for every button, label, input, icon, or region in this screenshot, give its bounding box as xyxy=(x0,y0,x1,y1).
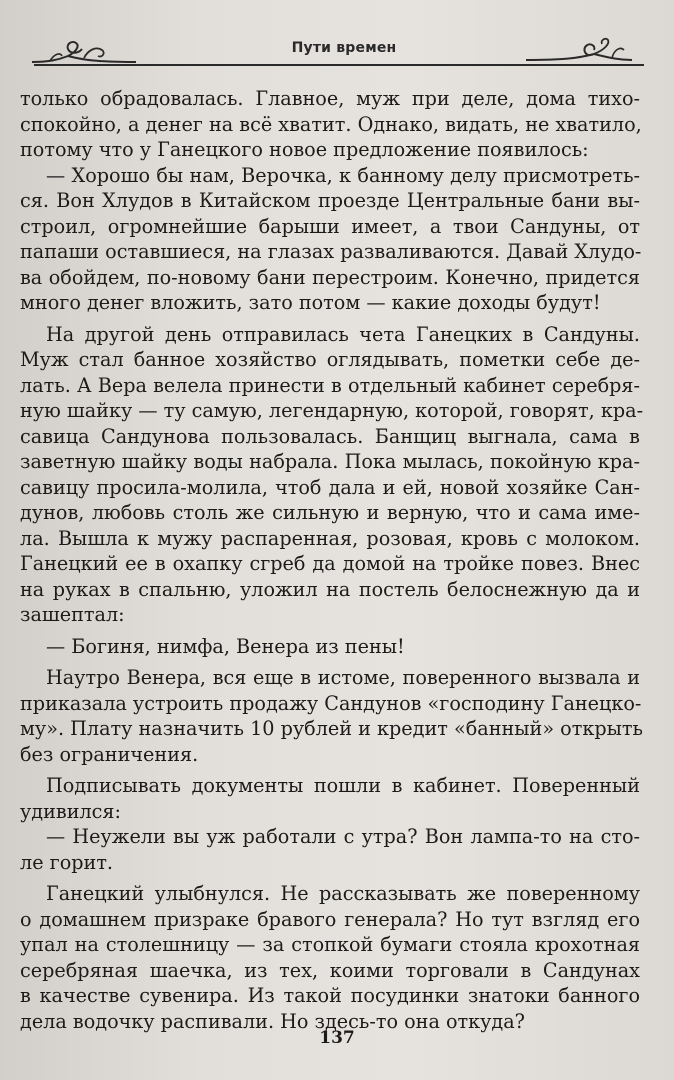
text-line: заветную шайку воды набрала. Пока мылась, покойную кра- xyxy=(20,450,640,473)
text-line: ле горит. xyxy=(20,850,114,874)
text-line: — Хорошо бы нам, Верочка, к банному делу присмотреть- xyxy=(46,163,640,187)
text-line: много денег вложить, зато потом — какие доходы будут! xyxy=(20,291,601,314)
text-line: спокойно, а денег на всё хватит. Однако, видать, не хватило, xyxy=(20,112,642,136)
page-number: 137 xyxy=(319,1028,355,1048)
text-line: лать. А Вера велела принести в отдельный кабинет серебря- xyxy=(20,373,640,397)
text-line: потому что у Ганецкого новое предложение появилось: xyxy=(20,138,589,161)
text-line: дунов, любовь столь же сильную и верную, что и сама име- xyxy=(20,501,640,524)
text-line: ла. Вышла к мужу распаренная, розовая, кровь с молоком. xyxy=(20,526,640,550)
text-line: му». Плату назначить 10 рублей и кредит «банный» открыть xyxy=(20,717,643,740)
text-line: савицу просила-молила, чтоб дала и ей, новой хозяйке Сан- xyxy=(20,475,640,499)
text-line: только обрадовалась. Главное, муж при деле, дома тихо- xyxy=(20,87,640,110)
text-line: о домашнем призраке бравого генерала? Но тут взгляд его xyxy=(20,907,640,931)
text-line: зашептал: xyxy=(20,603,125,626)
text-line: на руках в спальню, уложил на постель белоснежную да и xyxy=(20,577,640,601)
text-line: Подписывать документы пошли в кабинет. Поверенный xyxy=(46,774,640,797)
page-body-text xyxy=(20,86,644,1034)
text-line: упал на столешницу — за стопкой бумаги стояла крохотная xyxy=(20,933,640,956)
text-line: ва обойдем, по-новому бани перестроим. Конечно, придется xyxy=(20,265,640,289)
text-line: савица Сандунова пользовалась. Банщиц выгнала, сама в xyxy=(20,424,640,448)
running-header xyxy=(14,36,674,72)
ornament-right-icon xyxy=(524,36,634,66)
text-line: приказала устроить продажу Сандунов «господину Ганецко- xyxy=(20,691,642,715)
text-line: На другой день отправилась чета Ганецких в Сандуны. xyxy=(46,322,640,346)
text-line: — Богиня, нимфа, Венера из пены! xyxy=(46,634,405,658)
text-line: строил, огромнейшие барыши имеет, а твои Сандуны, от xyxy=(20,214,640,238)
text-line: папаши оставшиеся, на глазах разваливаются. Давай Хлудо- xyxy=(20,240,642,263)
text-line: ся. Вон Хлудов в Китайском проезде Центральные бани вы- xyxy=(20,189,640,212)
text-line: ную шайку — ту самую, легендарную, которой, говорят, кра- xyxy=(20,399,644,422)
header-rule xyxy=(34,64,644,66)
text-line: без ограничения. xyxy=(20,742,199,766)
text-line: серебряная шаечка, из тех, коими торговали в Сандунах xyxy=(20,958,640,982)
text-line: Ганецкий улыбнулся. Не рассказывать же поверенному xyxy=(46,882,640,905)
text-line: дела водочку распивали. Но здесь-то она откуда? xyxy=(20,1009,525,1033)
text-line: Муж стал банное хозяйство оглядывать, пометки себе де- xyxy=(20,348,640,371)
text-line: Ганецкий ее в охапку сгреб да домой на тройке повез. Внес xyxy=(20,552,640,575)
text-line: — Неужели вы уж работали с утра? Вон лампа-то на сто- xyxy=(46,825,640,848)
text-line: в качестве сувенира. Из такой посудинки знатоки банного xyxy=(20,984,640,1007)
text-line: удивился: xyxy=(20,799,121,823)
text-line: Наутро Венера, вся еще в истоме, поверенного вызвала и xyxy=(46,666,640,689)
running-title: Пути времен xyxy=(291,40,397,56)
